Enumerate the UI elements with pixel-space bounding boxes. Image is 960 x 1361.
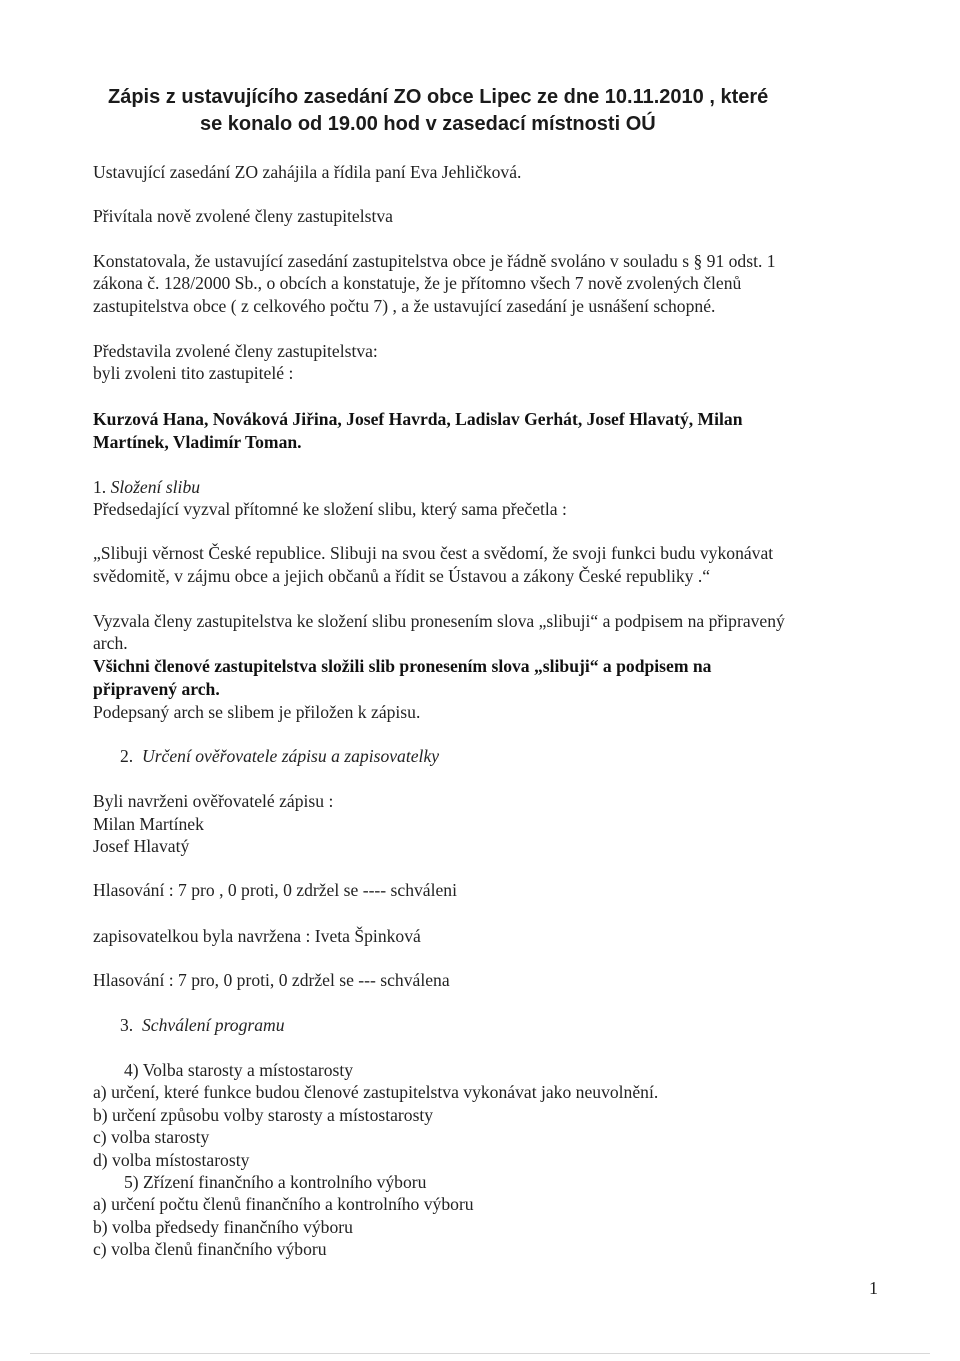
section-2-heading [120,745,439,768]
verifiers-intro: Byli navrženi ověřovatelé zápisu : [93,791,334,811]
agenda-item-4: 4) Volba starosty a místostarosty [124,1060,354,1080]
title-line-1: Zápis z ustavujícího zasedání ZO obce Lipec ze dne 10.11.2010 , které [108,86,769,108]
members-intro-line-1: Představila zvolené členy zastupitelstva: [93,341,378,361]
members-intro-line-2: byli zvoleni tito zastupitelé : [93,363,294,383]
agenda-item-5b: b) volba předsedy finančního výboru [93,1217,353,1237]
section-3-number: 3. [120,1015,134,1035]
section-3-heading [120,1014,285,1037]
vote-2: Hlasování : 7 pro, 0 proti, 0 zdržel se --- schválena [93,970,450,990]
all-sworn-line-2: připravený arch. [93,679,220,699]
verifier-1: Milan Martínek [93,814,204,834]
section-1-heading [93,476,200,499]
title-line-2: se konalo od 19.00 hod v zasedací místnosti OÚ [200,113,656,135]
section-2-number: 2. [120,746,134,766]
oath-line-1: „Slibuji věrnost České republice. Slibuji na svou čest a svědomí, že svoji funkci budu vykonávat [93,543,774,563]
agenda-item-4d: d) volba místostarosty [93,1150,250,1170]
agenda-item-4a: a) určení, které funkce budou členové zastupitelstva vykonávat jako neuvolnění. [93,1082,659,1102]
opening-paragraph: Ustavující zasedání ZO zahájila a řídila paní Eva Jehličková. [93,162,522,182]
members-list-line-2: Martínek, Vladimír Toman. [93,432,302,452]
verifier-2: Josef Hlavatý [93,836,190,856]
signed-statement: Podepsaný arch se slibem je přiložen k zápisu. [93,702,421,722]
quorum-line-1: Konstatovala, že ustavující zasedání zastupitelstva obce je řádně svoláno v souladu s § 91 odst. 1 [93,251,776,271]
recorder-nomination: zapisovatelkou byla navržena : Iveta Špinková [93,926,421,946]
all-sworn-line-1: Všichni členové zastupitelstva složili slib pronesením slova „slibuji“ a podpisem na [93,656,712,676]
agenda-item-4b: b) určení způsobu volby starosty a místostarosty [93,1105,434,1125]
members-list-line-1: Kurzová Hana, Nováková Jiřina, Josef Havrda, Ladislav Gerhát, Josef Hlavatý, Milan [93,409,743,429]
vote-1: Hlasování : 7 pro , 0 proti, 0 zdržel se ---- schváleni [93,880,457,900]
section-2-title: Určení ověřovatele zápisu a zapisovatelky [142,746,440,766]
section-1-title: Složení slibu [110,477,201,497]
agenda-item-5a: a) určení počtu členů finančního a kontrolního výboru [93,1194,474,1214]
section-3-title: Schválení programu [142,1015,285,1035]
section-1-intro: Předsedající vyzval přítomné ke složení slibu, který sama přečetla : [93,499,567,519]
call-line-2: arch. [93,633,128,653]
document-title [108,84,888,138]
welcome-paragraph: Přivítala nově zvolené členy zastupitelstva [93,206,393,226]
agenda-item-5: 5) Zřízení finančního a kontrolního výboru [124,1172,427,1192]
call-line-1: Vyzvala členy zastupitelstva ke složení slibu pronesením slova „slibuji“ a podpisem na připravený [93,611,785,631]
oath-line-2: svědomitě, v zájmu obce a jejich občanů a řídit se Ústavou a zákony České republiky .“ [93,566,711,586]
quorum-line-3: zastupitelstva obce ( z celkového počtu 7) , a že ustavující zasedání je usnášení schopné. [93,296,716,316]
agenda-item-5c: c) volba členů finančního výboru [93,1239,327,1259]
page-number: 1 [869,1278,878,1298]
agenda-item-4c: c) volba starosty [93,1127,210,1147]
quorum-line-2: zákona č. 128/2000 Sb., o obcích a konstatuje, že je přítomno všech 7 nově zvolených členů [93,273,742,293]
scan-bottom-edge [30,1353,930,1354]
section-1-number: 1. [93,477,111,497]
